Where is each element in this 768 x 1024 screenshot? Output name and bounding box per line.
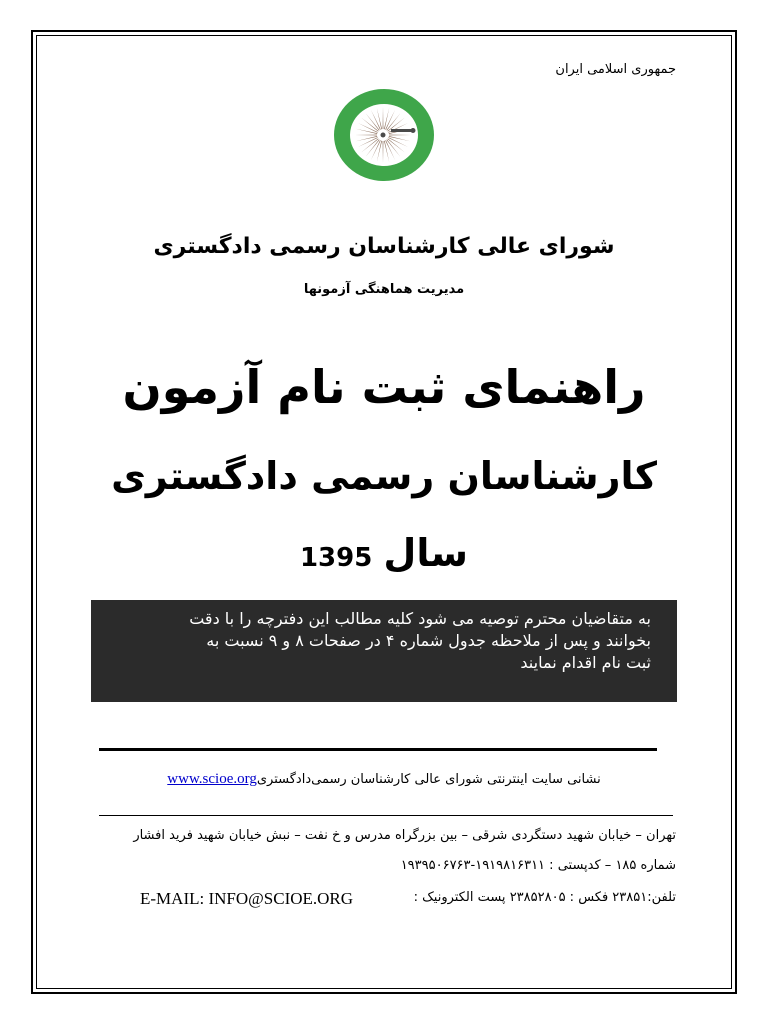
notice-box (91, 600, 677, 702)
address-text: تهران – خیابان شهید دستگردی شرقی – بین بزرگراه مدرس و خ نفت – نبش خیابان شهید فرید افشار (133, 828, 676, 843)
main-title: راهنمای ثبت نام آزمون (122, 360, 646, 414)
website-link[interactable]: www.scioe.org (167, 771, 257, 787)
website-line (100, 771, 668, 788)
notice-line: به متقاضیان محترم توصیه می شود کلیه مطالب این دفترچه را با دقت (189, 609, 651, 628)
postal-text: شماره ۱۸۵ – کدپستی : ۱۹۱۹۸۱۶۳۱۱-۱۹۳۹۵۰۶۷۶۳ (400, 858, 676, 873)
republic-heading: جمهوری اسلامی ایران (555, 62, 676, 77)
year-number: 1395 (299, 543, 373, 573)
website-label: نشانی سایت اینترنتی شورای عالی کارشناسان رسمی‌دادگستری (256, 772, 601, 787)
email-text[interactable]: E-MAIL: INFO@SCIOE.ORG (140, 889, 354, 908)
notice-line: بخوانند و پس از ملاحظه جدول شماره ۴ در صفحات ۸ و ۹ نسبت به (206, 631, 651, 650)
divider-thin (99, 815, 673, 816)
notice-line: ثبت نام اقدام نمایند (520, 653, 651, 672)
council-emblem-icon (333, 88, 435, 182)
department-subtitle: مدیریت هماهنگی آزمونها (303, 282, 465, 297)
year-word: سال (383, 531, 469, 575)
second-title: کارشناسان رسمی دادگستری (111, 454, 657, 498)
phone-fax-text: تلفن:۲۳۸۵۱ فکس : ۲۳۸۵۲۸۰۵ پست الکترونیک : (413, 890, 676, 905)
year-line (60, 533, 708, 575)
council-title: شورای عالی کارشناسان رسمی دادگستری (153, 234, 615, 259)
divider-thick (99, 748, 657, 751)
